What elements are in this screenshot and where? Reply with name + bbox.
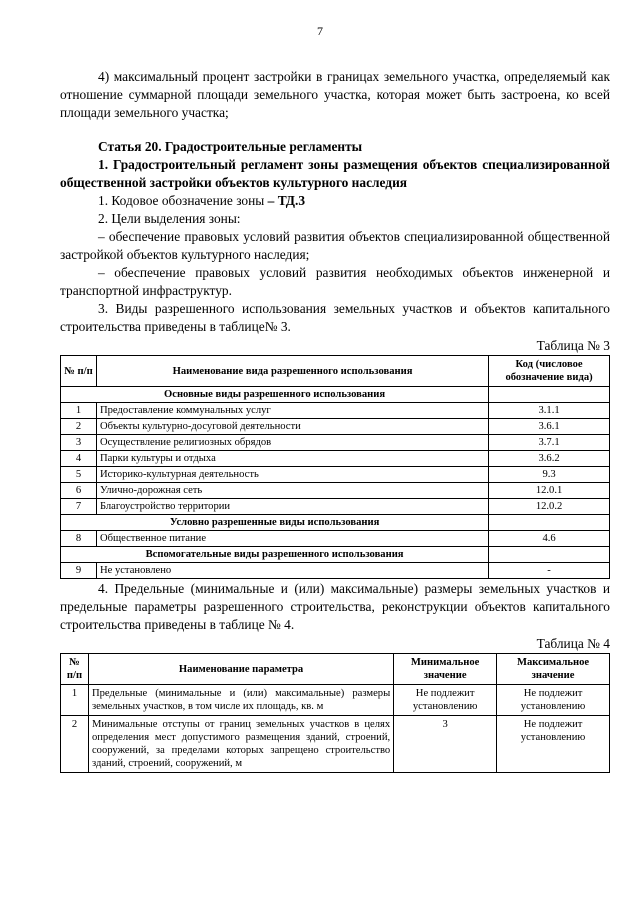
row-use-code: 3.7.1 <box>489 435 610 451</box>
document-body <box>60 68 610 773</box>
table-3 <box>60 355 610 579</box>
row-use-name: Предоставление коммунальных услуг <box>96 403 488 419</box>
table-4-header-min: Минимальное значение <box>394 654 497 685</box>
article-title: Статья 20. Градостроительные регламенты <box>98 139 363 154</box>
row-use-name: Общественное питание <box>96 531 488 547</box>
goal-2: – обеспечение правовых условий развития необходимых объектов инженерной и транспортной инфраструктур. <box>60 265 610 298</box>
page-number: 7 <box>317 24 323 38</box>
table-3-section-title: Условно разрешенные виды использования <box>61 515 489 531</box>
row-use-code: 3.6.2 <box>489 451 610 467</box>
row-min-value: 3 <box>394 716 497 773</box>
table-row <box>61 531 610 547</box>
table-3-header-code: Код (числовое обозначение вида) <box>489 356 610 387</box>
row-number: 1 <box>61 403 97 419</box>
row-max-value: Не подлежит установлению <box>497 716 610 773</box>
table-4-caption: Таблица № 4 <box>536 636 610 651</box>
row-use-name: Историко-культурная деятельность <box>96 467 488 483</box>
table-row <box>61 451 610 467</box>
table-3-body <box>61 387 610 579</box>
goal-1: – обеспечение правовых условий развития объектов специализированной общественной застройкой объектов культурного наследия; <box>60 229 610 262</box>
row-use-name: Объекты культурно-досуговой деятельности <box>96 419 488 435</box>
table-3-section-title: Основные виды разрешенного использования <box>61 387 489 403</box>
row-use-name: Не установлено <box>96 563 488 579</box>
table-row <box>61 685 610 716</box>
row-number: 7 <box>61 499 97 515</box>
row-parameter-name: Предельные (минимальные и (или) максимальные) размеры земельных участков, в том числе их площадь, кв. м <box>88 685 393 716</box>
row-number: 1 <box>61 685 89 716</box>
zone-heading: 1. Градостроительный регламент зоны размещения объектов специализированной общественной застройки объектов культурного наследия <box>60 157 610 190</box>
goals-label: 2. Цели выделения зоны: <box>98 211 241 226</box>
row-max-value: Не подлежит установлению <box>497 685 610 716</box>
row-number: 2 <box>61 419 97 435</box>
paragraph-item-4: 4) максимальный процент застройки в границах земельного участка, определяемый как отношение суммарной площади земельного участка, которая может быть застроена, ко всей площади земельного участка; <box>60 69 610 120</box>
table-3-header-row <box>61 356 610 387</box>
zone-code-value: – ТД.3 <box>267 193 306 208</box>
row-number: 5 <box>61 467 97 483</box>
table-row <box>61 716 610 773</box>
row-use-code: 12.0.2 <box>489 499 610 515</box>
table-3-caption: Таблица № 3 <box>536 338 610 353</box>
table-4-header-name: Наименование параметра <box>88 654 393 685</box>
row-use-code: 3.6.1 <box>489 419 610 435</box>
table-row <box>61 483 610 499</box>
row-number: 9 <box>61 563 97 579</box>
table-3-section-row <box>61 515 610 531</box>
table-4-body <box>61 685 610 773</box>
table-3-section-row <box>61 387 610 403</box>
row-use-code: 4.6 <box>489 531 610 547</box>
paragraph-4: 4. Предельные (минимальные и (или) максимальные) размеры земельных участков и предельные параметры разрешенного строительства, реконструкции объектов капитального строительства приведены в таблице № 4. <box>60 581 610 632</box>
table-4-header-row <box>61 654 610 685</box>
table-row <box>61 499 610 515</box>
row-number: 4 <box>61 451 97 467</box>
table-row <box>61 435 610 451</box>
table-3-section-empty-cell <box>489 547 610 563</box>
row-number: 2 <box>61 716 89 773</box>
table-3-header-number: № п/п <box>61 356 97 387</box>
table-3-section-empty-cell <box>489 515 610 531</box>
table-4-header-max: Максимальное значение <box>497 654 610 685</box>
row-use-name: Осуществление религиозных обрядов <box>96 435 488 451</box>
row-use-name: Парки культуры и отдыха <box>96 451 488 467</box>
table-row <box>61 419 610 435</box>
paragraph-3: 3. Виды разрешенного использования земельных участков и объектов капитального строительства приведены в таблице№ 3. <box>60 301 610 334</box>
row-number: 6 <box>61 483 97 499</box>
table-row <box>61 403 610 419</box>
table-3-section-title: Вспомогательные виды разрешенного использования <box>61 547 489 563</box>
table-row <box>61 467 610 483</box>
row-use-code: 3.1.1 <box>489 403 610 419</box>
zone-code-line <box>60 192 610 210</box>
zone-code-label: 1. Кодовое обозначение зоны <box>98 193 265 208</box>
table-4 <box>60 653 610 773</box>
row-use-name: Благоустройство территории <box>96 499 488 515</box>
table-4-header-number: № п/п <box>61 654 89 685</box>
row-use-code: 9.3 <box>489 467 610 483</box>
row-use-name: Улично-дорожная сеть <box>96 483 488 499</box>
table-3-header-name: Наименование вида разрешенного использования <box>96 356 488 387</box>
row-parameter-name: Минимальные отступы от границ земельных участков в целях определения мест допустимого размещения зданий, строений, сооружений, за пределами которых запрещено строительство зданий, строений, сооружений, м <box>88 716 393 773</box>
table-3-section-row <box>61 547 610 563</box>
table-3-section-empty-cell <box>489 387 610 403</box>
row-min-value: Не подлежит установлению <box>394 685 497 716</box>
row-number: 8 <box>61 531 97 547</box>
row-use-code: - <box>489 563 610 579</box>
table-row <box>61 563 610 579</box>
row-use-code: 12.0.1 <box>489 483 610 499</box>
row-number: 3 <box>61 435 97 451</box>
